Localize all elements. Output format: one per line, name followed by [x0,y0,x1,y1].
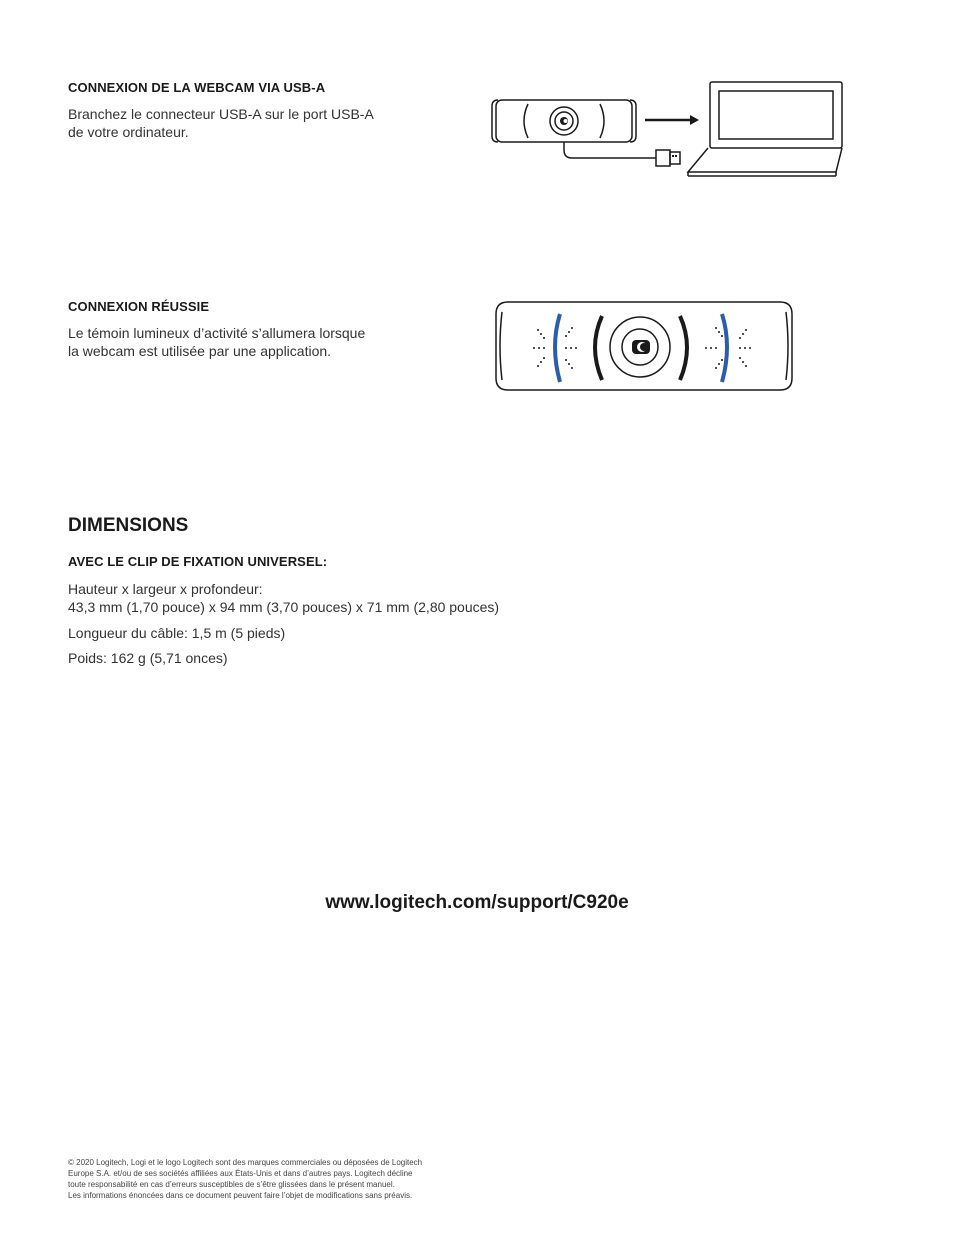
dimensions-size-value: 43,3 mm (1,70 pouce) x 94 mm (3,70 pouces) x 71 mm (2,80 pouces) [68,599,500,615]
webcam-usb-laptop-illustration [490,78,840,183]
success-connection-text [68,324,448,360]
success-connection-heading: CONNEXION RÉUSSIE [68,299,210,314]
usb-connection-line-1: Branchez le connecteur USB-A sur le port USB-A [68,106,374,122]
dimensions-size-label: Hauteur x largeur x profondeur: [68,581,263,597]
support-url-link[interactable]: www.logitech.com/support/C920e [325,892,629,913]
legal-line-3: toute responsabilité en cas d’erreurs susceptibles de s’être glissées dans le présent manuel. [68,1180,395,1189]
legal-line-2: Europe S.A. et/ou de ses sociétés affiliées aux États-Unis et dans d’autres pays. Logitech décline [68,1169,413,1178]
laptop-base [688,148,842,172]
activity-light-right [722,314,727,382]
arrow-right-icon [645,115,699,125]
legal-line-4: Les informations énoncées dans ce document peuvent faire l’objet de modifications sans préavis. [68,1191,413,1200]
activity-light-left [555,314,560,382]
laptop-screen [710,82,842,148]
webcam-activity-light-illustration [494,300,794,392]
legal-line-1: © 2020 Logitech, Logi et le logo Logitech sont des marques commerciales ou déposées de Logitech [68,1158,423,1167]
usb-connection-text [68,105,448,141]
usb-a-plug [656,150,670,166]
dimensions-weight: Poids: 162 g (5,71 onces) [68,650,228,666]
dimensions-subtitle: AVEC LE CLIP DE FIXATION UNIVERSEL: [68,554,328,569]
usb-connection-heading: CONNEXION DE LA WEBCAM VIA USB-A [68,80,326,95]
success-connection-line-1: Le témoin lumineux d’activité s’allumera lorsque [68,325,366,341]
success-connection-line-2: la webcam est utilisée par une application. [68,343,332,359]
usb-connection-line-2: de votre ordinateur. [68,124,189,140]
dimensions-heading: DIMENSIONS [68,515,189,536]
dimensions-cable-length: Longueur du câble: 1,5 m (5 pieds) [68,625,286,641]
legal-notice [68,1157,422,1201]
usb-cable [564,142,656,158]
